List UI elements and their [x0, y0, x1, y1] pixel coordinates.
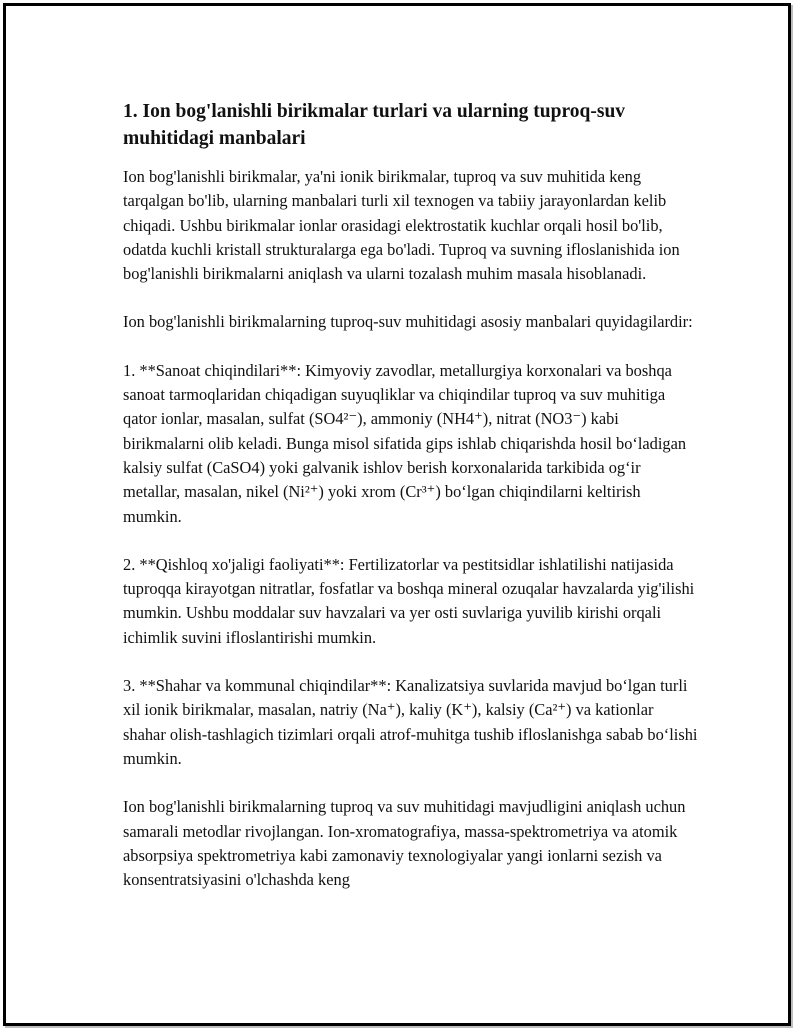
sources-intro-paragraph: Ion bog'lanishli birikmalarning tuproq-suv muhitidagi asosiy manbalari quyidagilardir:	[123, 312, 693, 332]
page-frame	[3, 3, 791, 1026]
document-body	[123, 98, 698, 916]
intro-paragraph: Ion bog'lanishli birikmalar, ya'ni ionik birikmalar, tuproq va suv muhitida keng tarqalgan bo'lib, ularning manbalari turli xil texnogen va tabiiy jarayonlardan kelib chiqadi. Ushbu birikmalar ionlar orasidagi elektrostatik kuchlar orqali hosil bo'lib, odatda kuchli kristall strukturalarga ega bo'ladi. Tuproq va suvning ifloslanishida ion bog'lanishli birikmalarni aniqlash va ularni tozalash muhim masala hisoblanadi.	[123, 167, 680, 284]
methods-paragraph: Ion bog'lanishli birikmalarning tuproq va suv muhitidagi mavjudligini aniqlash uchun samarali metodlar rivojlangan. Ion-xromatografiya, massa-spektrometriya va atomik absorpsiya spektrometriya kabi zamonaviy texnologiyalar yangi ionlarni sezish va konsentratsiyasini o'lchashda keng	[123, 797, 686, 890]
list-item-municipal-waste: 3. **Shahar va kommunal chiqindilar**: Kanalizatsiya suvlarida mavjud boʻlgan turli xil ionik birikmalar, masalan, natriy (Na⁺), kaliy (K⁺), kalsiy (Ca²⁺) va kationlar shahar olish-tashlagich tizimlari orqali atrof-muhitga tushib ifloslanishga sabab boʻlishi mumkin.	[123, 676, 698, 768]
list-item-industrial-waste: 1. **Sanoat chiqindilari**: Kimyoviy zavodlar, metallurgiya korxonalari va boshqa sanoat tarmoqlaridan chiqadigan suyuqliklar va chiqindilar tuproq va suv muhitiga qator ionlar, masalan, sulfat (SO4²⁻), ammoniy (NH4⁺), nitrat (NO3⁻) kabi birikmalarni olib keladi. Bunga misol sifatida gips ishlab chiqarishda hosil boʻladigan kalsiy sulfat (CaSO4) yoki galvanik ishlov berish korxonalarida tarkibida ogʻir metallar, masalan, nikel (Ni²⁺) yoki xrom (Cr³⁺) boʻlgan chiqindilarni keltirish mumkin.	[123, 360, 687, 526]
list-item-agriculture: 2. **Qishloq xo'jaligi faoliyati**: Fertilizatorlar va pestitsidlar ishlatilishi natijasida tuproqqa kirayotgan nitratlar, fosfatlar va boshqa mineral ozuqalar havzalarda yig'ilishi mumkin. Ushbu moddalar suv havzalari va yer osti suvlariga yuvilib kirishi orqali ichimlik suvini ifloslantirishi mumkin.	[123, 554, 695, 647]
section-heading: 1. Ion bog'lanishli birikmalar turlari va ularning tuproq-suv muhitidagi manbalari	[123, 101, 626, 149]
